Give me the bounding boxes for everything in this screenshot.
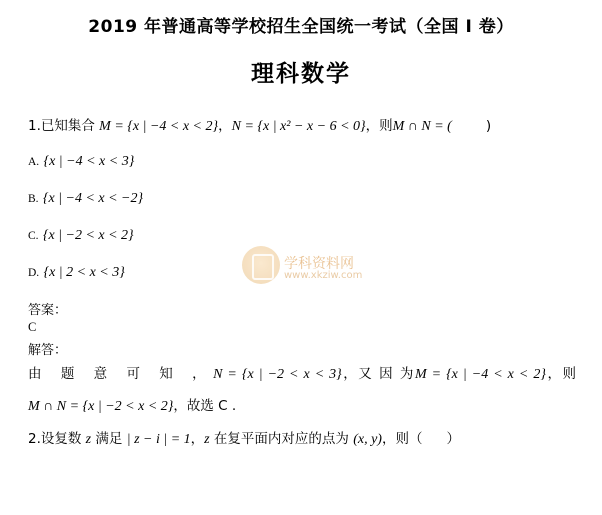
solution-line-2 bbox=[28, 396, 576, 418]
exam-paper-page bbox=[0, 12, 602, 515]
answer-value: C bbox=[28, 320, 37, 334]
watermark-text: 学科资料网 bbox=[284, 256, 354, 272]
question-1-set-m: M = {x | −4 < x < 2} bbox=[99, 119, 219, 134]
answer-label: 答案： bbox=[28, 303, 68, 318]
option-d-text: {x | 2 < x < 3} bbox=[43, 265, 125, 280]
solution-line-1-part-a: 由 题 意 可 知 ， bbox=[28, 366, 214, 382]
option-c-text: {x | −2 < x < 2} bbox=[42, 228, 134, 243]
page-title: 2019 年普通高等学校招生全国统一考试（全国 Ⅰ 卷） bbox=[88, 17, 514, 37]
option-d-label: D. bbox=[28, 267, 40, 279]
question-1-stem-tail: ，则 bbox=[365, 118, 393, 134]
question-2-stem-c: ， bbox=[190, 430, 205, 447]
question-1-option-a[interactable] bbox=[28, 151, 576, 172]
solution-line-2-result: M ∩ N = {x | −2 < x < 2} bbox=[28, 399, 174, 415]
solution-line-1-part-b: ，又 因 为 bbox=[341, 366, 415, 382]
option-a-text: {x | −4 < x < 3} bbox=[43, 154, 135, 169]
question-2-variable-z2: z bbox=[204, 431, 210, 447]
question-2-paren-close: ） bbox=[446, 430, 460, 447]
watermark-url-text: www.xkziw.com bbox=[284, 270, 363, 281]
solution-line-1 bbox=[28, 364, 576, 386]
solution-line-1-set-m: M = {x | −4 < x < 2} bbox=[414, 367, 546, 382]
solution-label: 解答： bbox=[28, 343, 68, 358]
question-1-option-c[interactable] bbox=[28, 225, 576, 246]
question-1-paren-close: ) bbox=[485, 118, 492, 134]
question-1-stem-prefix: 1.已知集合 bbox=[28, 118, 100, 134]
question-2-stem-b: 满足 bbox=[91, 430, 127, 447]
question-1-option-b[interactable] bbox=[28, 188, 576, 209]
solution-line-1-set-n: N = {x | −2 < x < 3} bbox=[213, 367, 342, 382]
page-subtitle: 理科数学 bbox=[251, 61, 351, 87]
question-1-option-d[interactable] bbox=[28, 262, 576, 283]
question-1-intersection: M ∩ N = ( bbox=[392, 119, 452, 134]
question-2-variable-z1: z bbox=[85, 431, 92, 447]
question-2-condition: | z − i | = 1 bbox=[126, 431, 191, 447]
question-2-point: (x, y) bbox=[353, 431, 382, 447]
option-b-text: {x | −4 < x < −2} bbox=[42, 191, 144, 206]
solution-line-2-tail: ，故选 C . bbox=[173, 398, 237, 415]
paper-body bbox=[0, 116, 602, 450]
question-2-stem-a: 2.设复数 bbox=[28, 430, 86, 447]
solution-line-1-part-c: ，则 bbox=[545, 366, 576, 382]
question-1-comma: ， bbox=[218, 118, 232, 134]
question-1-set-n: N = {x | x² − x − 6 < 0} bbox=[231, 119, 366, 134]
question-2-stem bbox=[28, 429, 576, 450]
question-1-stem bbox=[28, 116, 576, 137]
option-b-label: B. bbox=[28, 193, 39, 205]
option-c-label: C. bbox=[28, 230, 39, 242]
question-2-stem-d: 在复平面内对应的点为 bbox=[209, 430, 354, 447]
option-a-label: A. bbox=[28, 156, 40, 168]
question-2-stem-e: ，则（ bbox=[381, 430, 423, 447]
